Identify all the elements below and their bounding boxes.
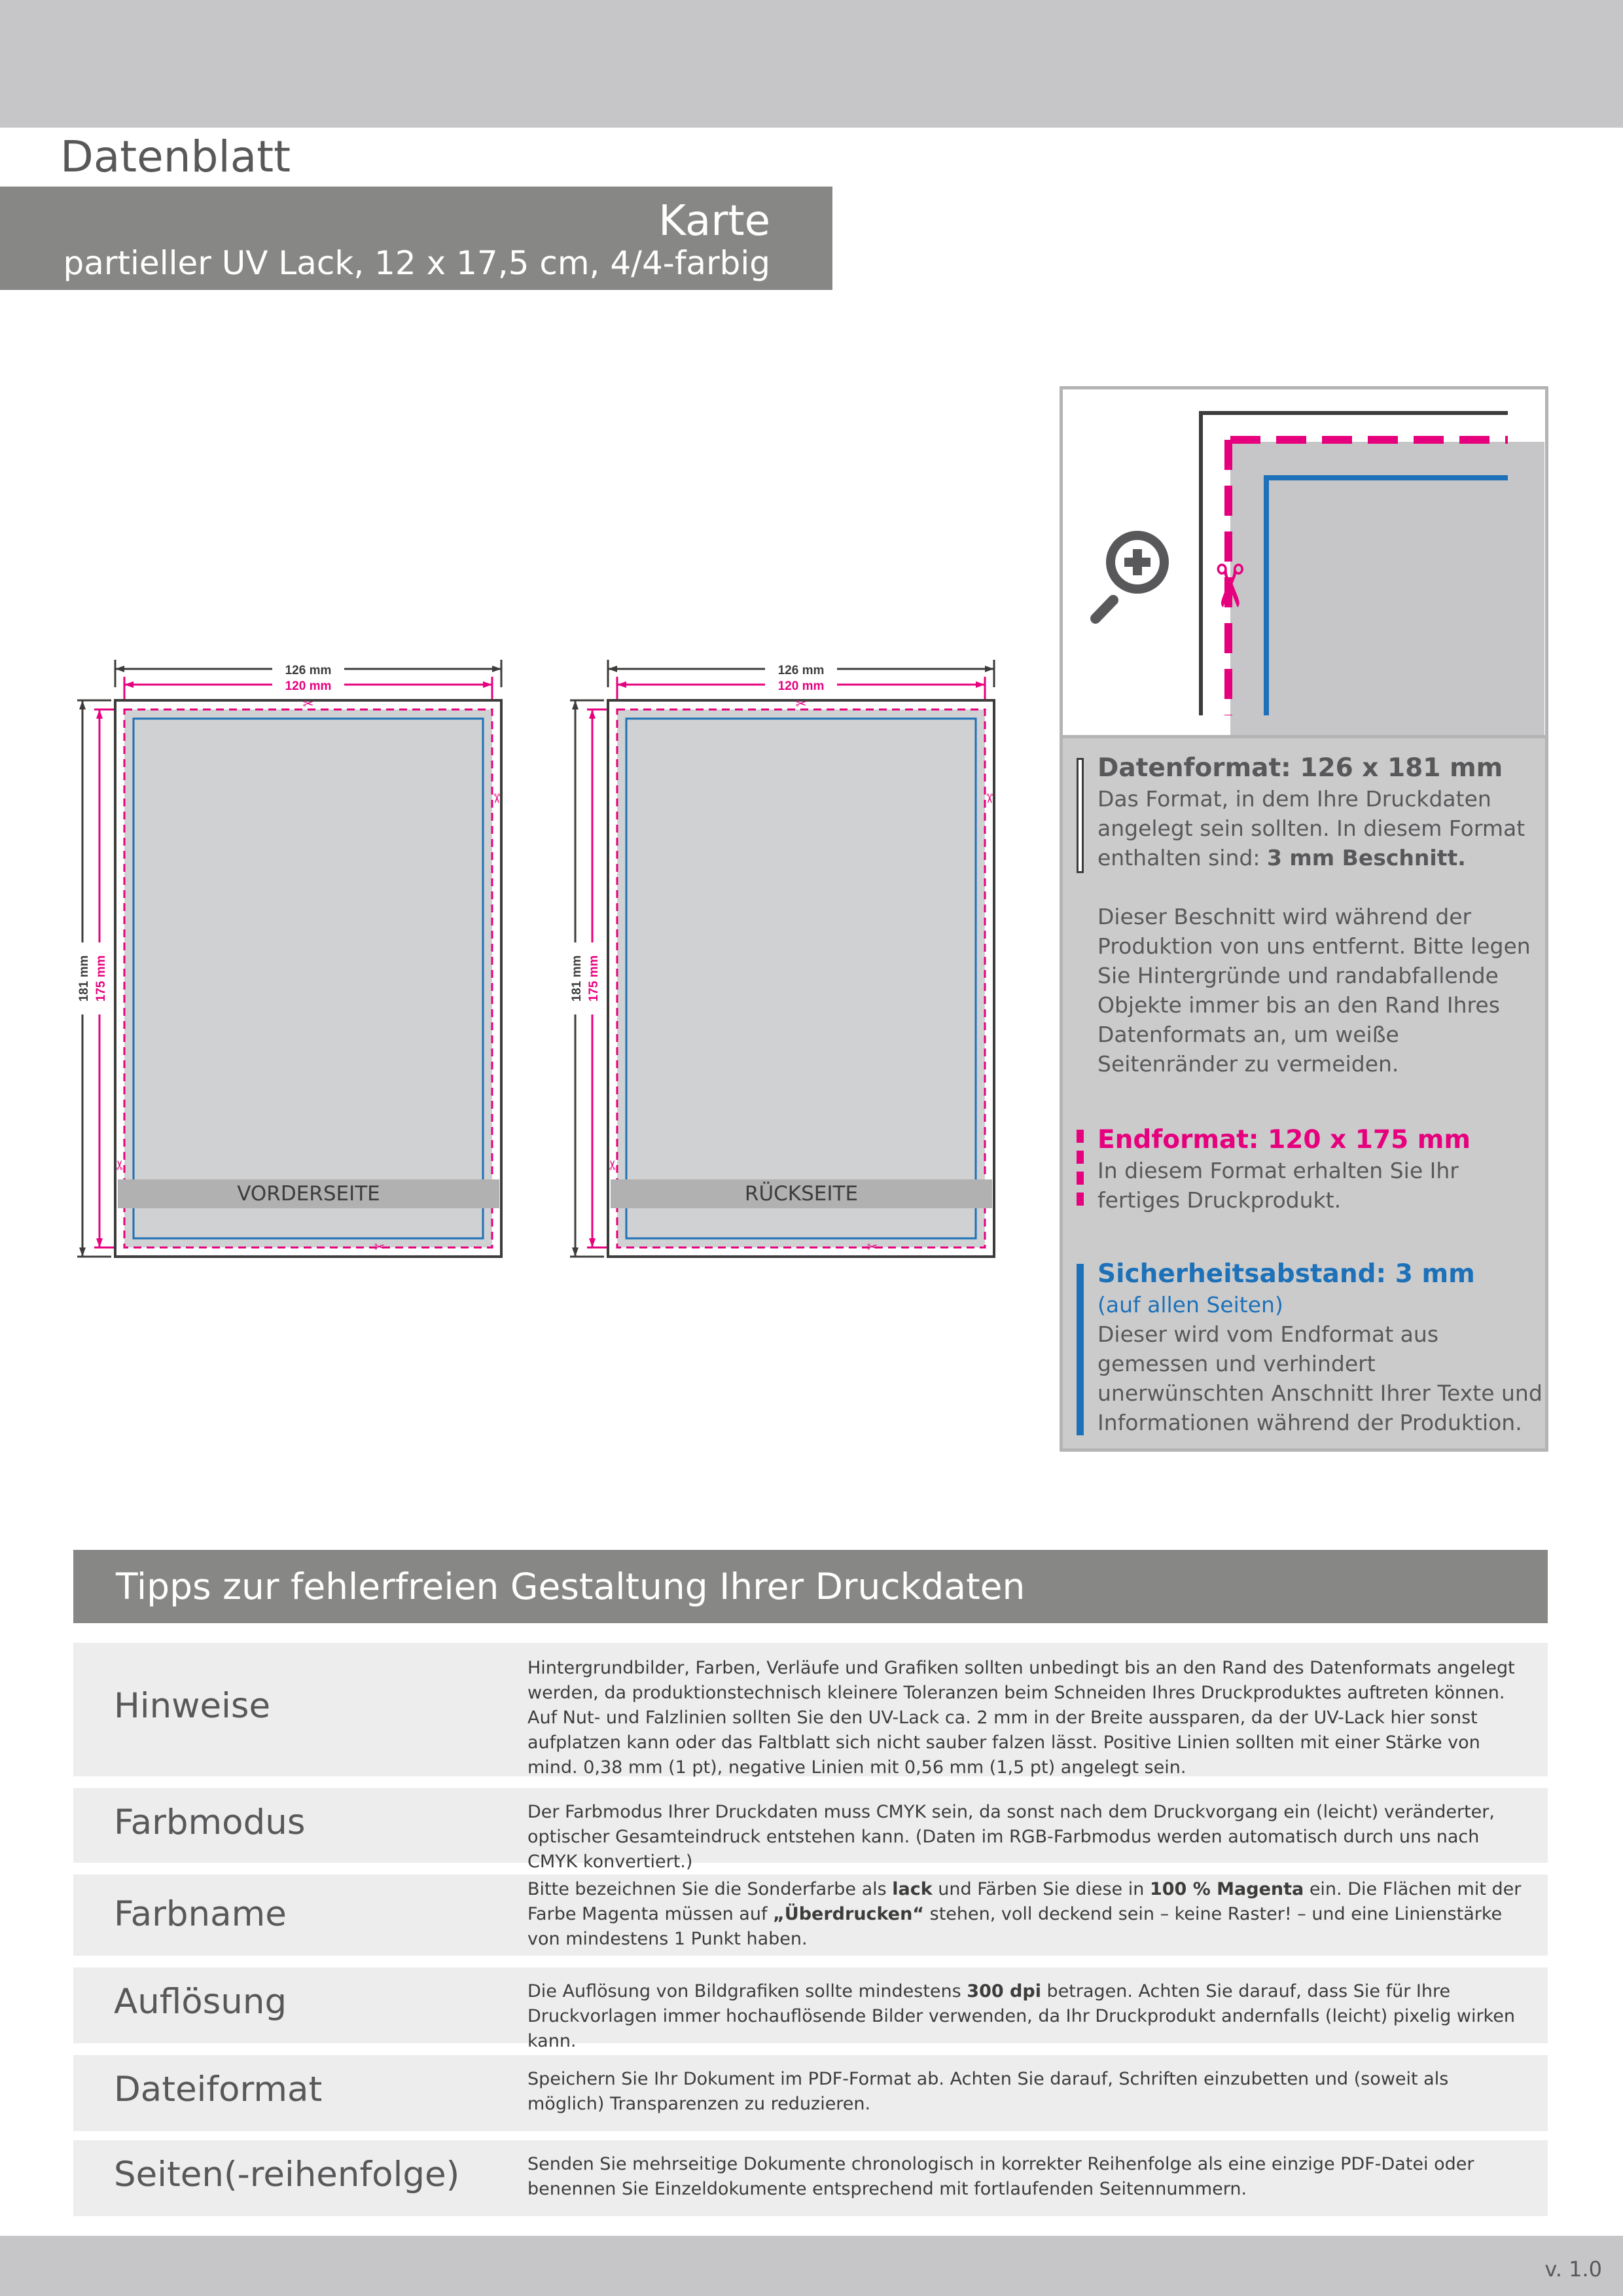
back-side-label: RÜCKSEITE: [744, 1182, 859, 1206]
format-info-panel: [1060, 386, 1548, 1452]
front-side-label: VORDERSEITE: [237, 1182, 380, 1206]
footer-band: [0, 2236, 1623, 2296]
endformat-marker: [1077, 1130, 1084, 1213]
back-side-diagram: [565, 648, 1023, 1276]
sicherheit-marker: [1077, 1264, 1084, 1435]
end-format-outline: [617, 709, 985, 1247]
zoom-detail-area: [1063, 389, 1545, 735]
corner-detail-drawing: [1063, 389, 1545, 735]
beschnitt-block: [1097, 902, 1543, 1079]
tip-text: Bitte bezeichnen Sie die Sonderfarbe als lack und Färben Sie diese in 100 % Magenta ein. Die Flächen mit der Farbe Magenta müssen auf „Überdrucken“ stehen, voll deckend sein – keine Raster! – und eine Linienstärke von mindestens 1 Punkt haben.: [527, 1879, 1522, 1949]
tip-row-farbname: [73, 1874, 1548, 1956]
tip-label: Hinweise: [114, 1686, 271, 1726]
sicherheit-title: Sicherheitsabstand: 3 mm: [1097, 1259, 1475, 1289]
scissors-icon-top: ✂: [795, 696, 807, 711]
tip-row-dateiformat: [73, 2055, 1548, 2131]
scissors-icon-bottom: ✂: [866, 1239, 878, 1255]
data-height-label: 181 mm: [570, 955, 584, 1002]
datenformat-block: [1097, 753, 1543, 872]
endformat-title: Endformat: 120 x 175 mm: [1097, 1125, 1471, 1155]
end-height-label: 175 mm: [94, 955, 108, 1002]
doc-type-title: Datenblatt: [0, 128, 325, 187]
sicherheit-subtitle: (auf allen Seiten): [1097, 1292, 1283, 1318]
sicherheit-block: [1097, 1259, 1543, 1437]
scissors-icon: ✂: [1194, 561, 1263, 611]
product-specs: partieller UV Lack, 12 x 17,5 cm, 4/4-farbig: [63, 244, 770, 282]
tip-label: Auflösung: [114, 1982, 287, 2022]
top-band: [0, 0, 1623, 128]
tip-label: Seiten(-reihenfolge): [114, 2155, 460, 2195]
tip-text: Speichern Sie Ihr Dokument im PDF-Format ab. Achten Sie darauf, Schriften einzubetten und (soweit als möglich) Transparenzen zu reduzieren.: [527, 2069, 1449, 2114]
tip-text: Senden Sie mehrseitige Dokumente chronologisch in korrekter Reihenfolge als eine einzige PDF-Datei oder benennen Sie Einzeldokumente entsprechend mit fortlaufenden Seitennummern.: [527, 2154, 1474, 2199]
tip-text: Die Auflösung von Bildgrafiken sollte mindestens 300 dpi betragen. Achten Sie darauf, dass Sie für Ihre Druckvorlagen immer hochauflösende Bilder verwenden, da Ihr Druckprodukt andernfalls (leicht) pixelig wirken kann.: [527, 1981, 1515, 2051]
beschnitt-text: Dieser Beschnitt wird während der Produktion von uns entfernt. Bitte legen Sie Hintergründe und randabfallende Objekte immer bis an den Rand Ihres Datenformats an, um weiße Seitenränder zu vermeiden.: [1097, 904, 1531, 1077]
tip-row-seiten: [73, 2140, 1548, 2216]
scissors-icon-right: ✂: [489, 793, 505, 804]
tip-row-aufloesung: [73, 1967, 1548, 2051]
sicherheit-text: Dieser wird vom Endformat aus gemessen und verhindert unerwünschten Anschnitt Ihrer Texte und Informationen während der Produktion.: [1097, 1321, 1543, 1435]
end-height-label: 175 mm: [587, 955, 601, 1002]
scissors-icon-bottom: ✂: [374, 1239, 385, 1255]
scissors-icon-right: ✂: [982, 793, 997, 804]
tip-text: Hintergrundbilder, Farben, Verläufe und Grafiken sollten unbedingt bis an den Rand des Datenformats angelegt werden, da produktionstechnisch kleinere Toleranzen beim Schneiden Ihres Druckproduktes auftreten können. Auf Nut- und Falzlinien sollten Sie den UV-Lack ca. 2 mm in der Breite aussparen, da der UV-Lack hier sonst aufplatzen kann oder das Faltblatt sich nicht sauber falzen lässt. Positive Linien sollten mit einer Stärke von mind. 0,38 mm (1 pt), negative Linien mit 0,56 mm (1,5 pt) angelegt sein.: [527, 1658, 1515, 1778]
scissors-icon-left: ✂: [605, 1159, 620, 1171]
endformat-block: [1097, 1124, 1543, 1215]
front-side-diagram: [72, 648, 530, 1276]
tip-row-hinweise: [73, 1643, 1548, 1776]
tip-label: Farbname: [114, 1894, 287, 1934]
scissors-icon-top: ✂: [302, 696, 314, 711]
tip-row-farbmodus: [73, 1788, 1548, 1872]
product-name: Karte: [658, 197, 770, 245]
data-height-label: 181 mm: [77, 955, 91, 1002]
end-format-outline: [124, 709, 492, 1247]
end-width-label: 120 mm: [285, 679, 332, 693]
tip-label: Dateiformat: [114, 2070, 323, 2109]
product-title-box: [0, 187, 832, 290]
scissors-icon-left: ✂: [112, 1159, 128, 1171]
endformat-text: In diesem Format erhalten Sie Ihr fertiges Druckprodukt.: [1097, 1158, 1459, 1213]
tip-text: Der Farbmodus Ihrer Druckdaten muss CMYK sein, da sonst nach dem Druckvorgang ein (leicht) veränderter, optischer Gesamteindruck entstehen kann. (Daten im RGB-Farbmodus werden automatisch durch uns nach CMYK konvertiert.): [527, 1802, 1495, 1872]
info-text-area: [1063, 735, 1545, 1448]
tips-header: Tipps zur fehlerfreien Gestaltung Ihrer Druckdaten: [73, 1550, 1548, 1623]
zoom-magnifier-icon: [1096, 531, 1169, 619]
version-label: v. 1.0: [1544, 2257, 1602, 2282]
datenformat-marker: [1077, 758, 1084, 873]
datenformat-text: Das Format, in dem Ihre Druckdaten angelegt sein sollten. In diesem Format enthalten sind: 3 mm Beschnitt.: [1097, 786, 1525, 870]
end-width-label: 120 mm: [777, 679, 825, 693]
data-width-label: 126 mm: [285, 664, 332, 677]
datenformat-title: Datenformat: 126 x 181 mm: [1097, 753, 1503, 783]
data-width-label: 126 mm: [777, 664, 825, 677]
tip-label: Farbmodus: [114, 1803, 306, 1842]
